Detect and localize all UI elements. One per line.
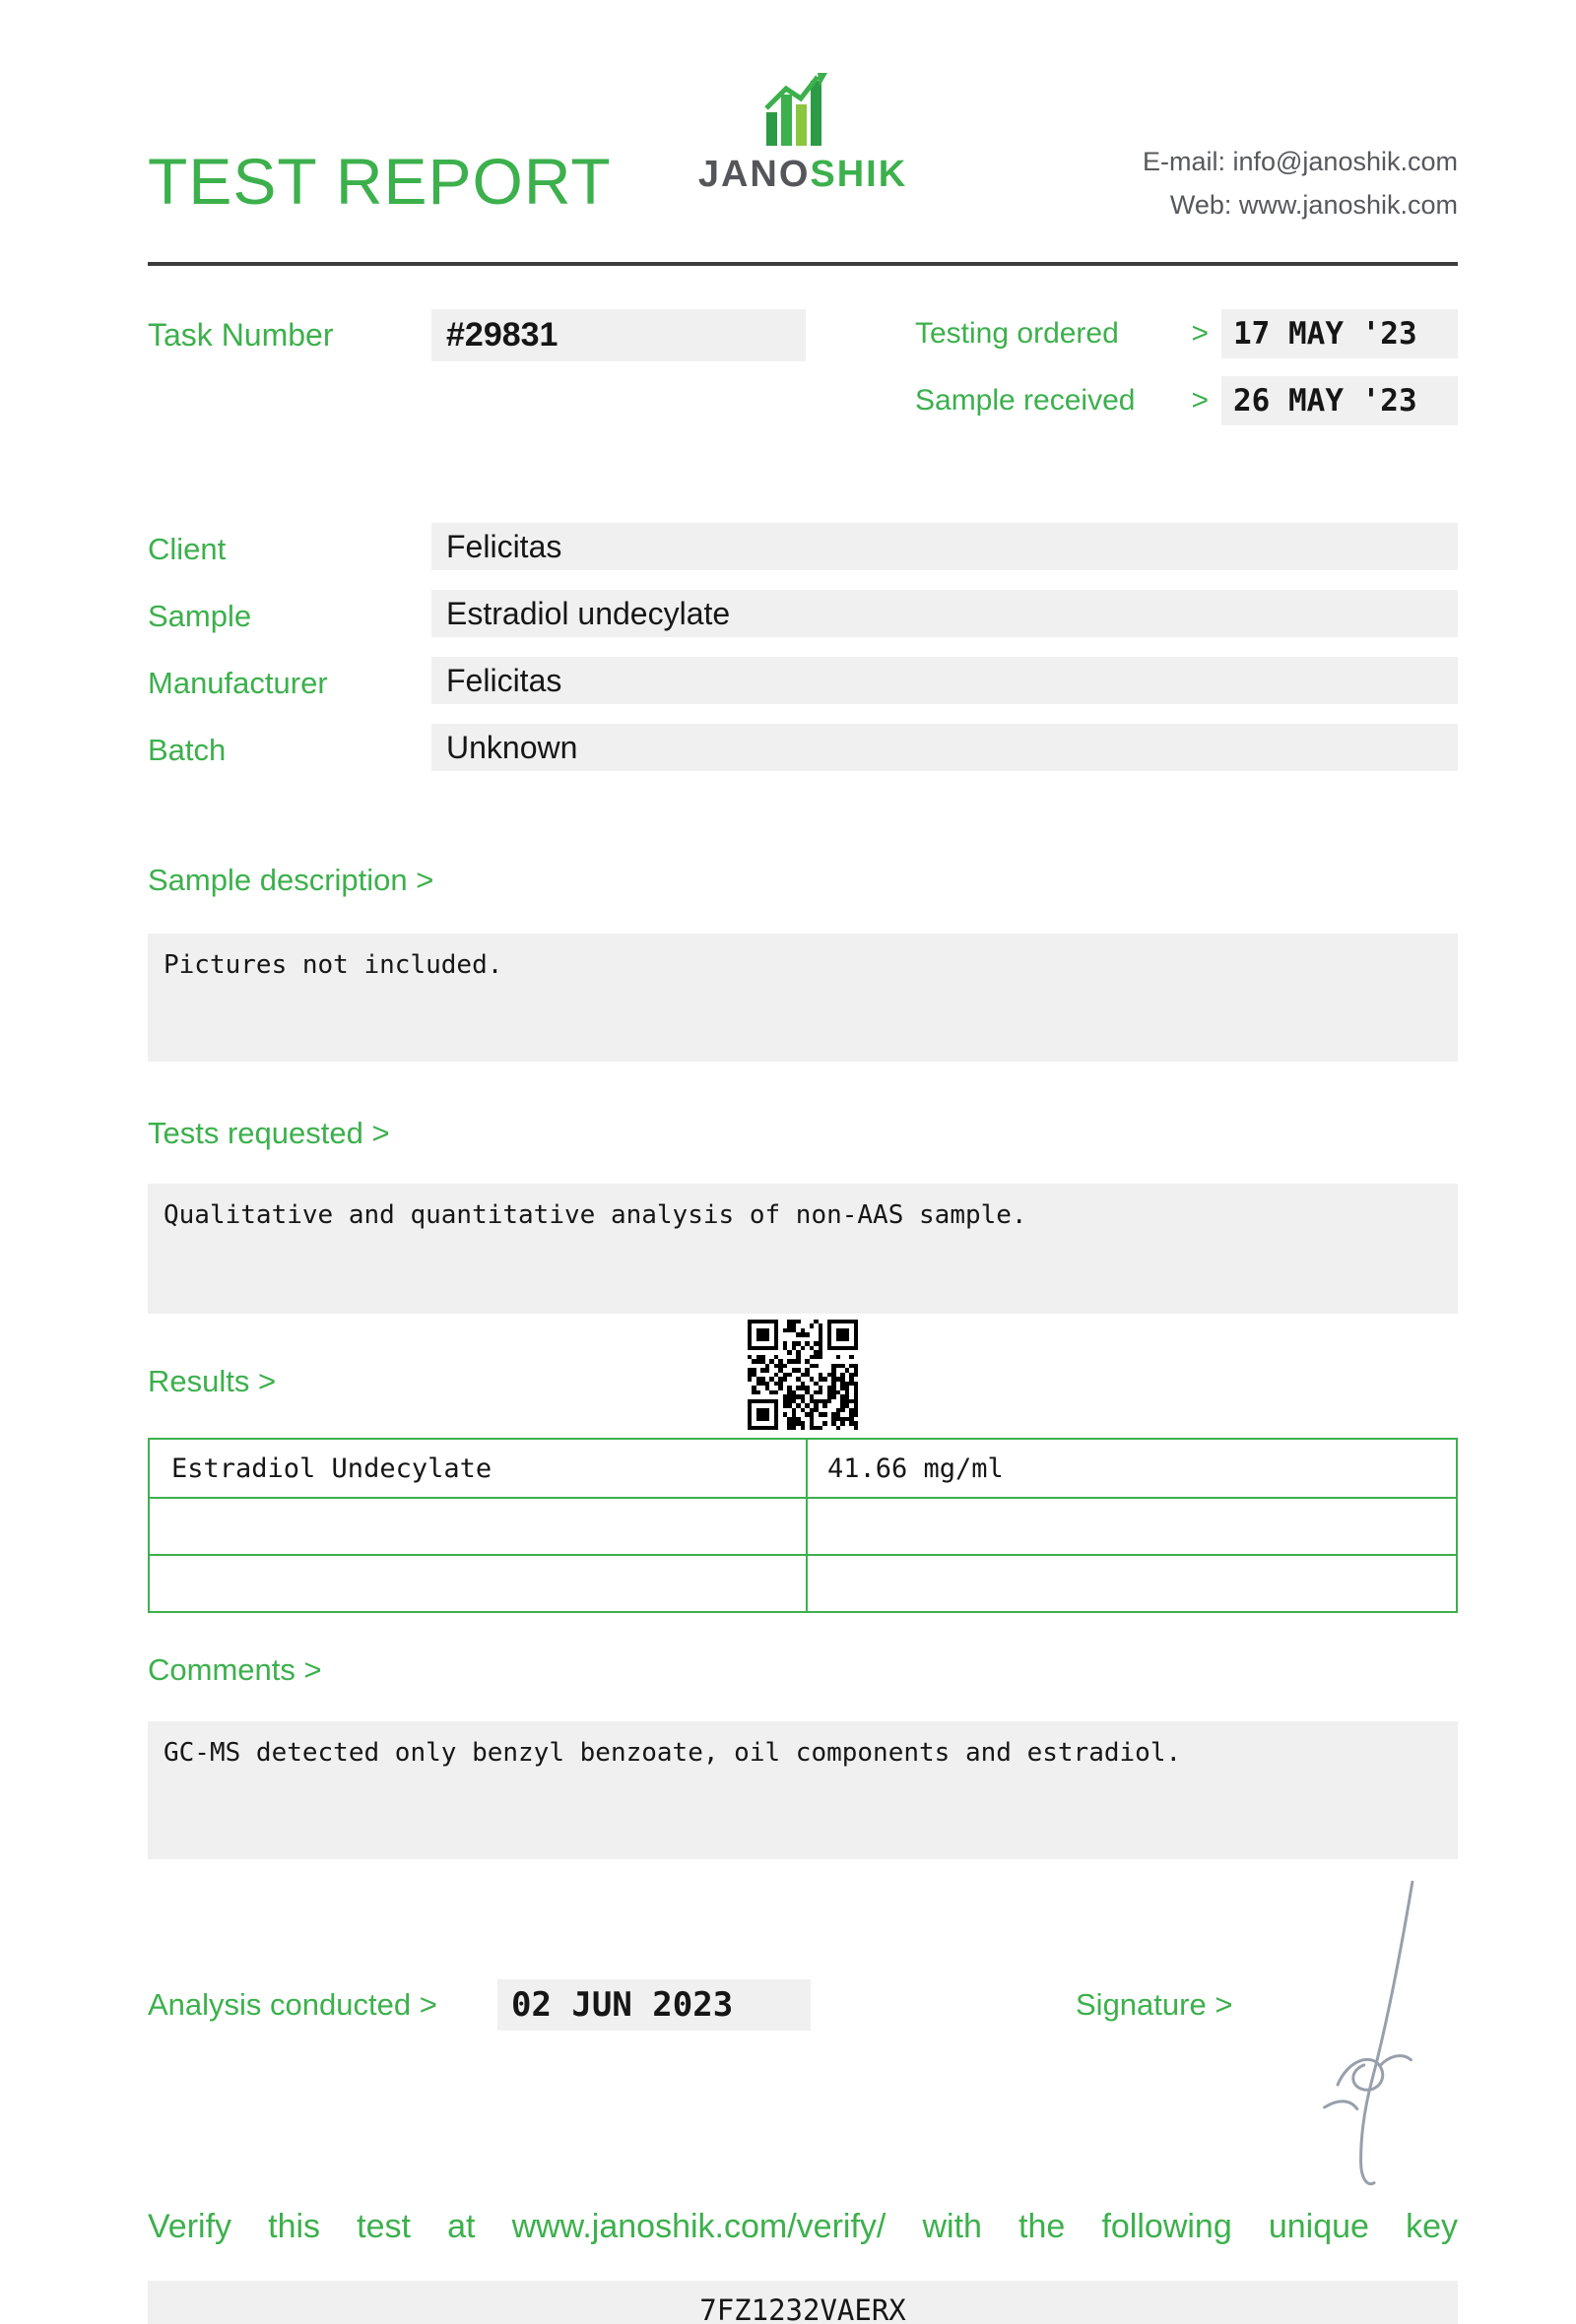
sample-value: Estradiol undecylate [431, 590, 1458, 637]
email-line: E-mail: info@janoshik.com [1142, 147, 1458, 176]
batch-label: Batch [148, 733, 227, 767]
comments-heading: Comments > [148, 1652, 322, 1687]
logo-wordmark [680, 154, 926, 196]
testing-ordered-row [915, 317, 1209, 351]
manufacturer-value: Felicitas [431, 657, 1458, 704]
table-row [150, 1497, 1456, 1554]
sample-received-label: Sample received [915, 384, 1136, 417]
page-title: TEST REPORT [148, 145, 612, 218]
sample-received-row [915, 384, 1209, 418]
table-row [150, 1554, 1456, 1611]
result-name-cell [150, 1499, 808, 1554]
testing-ordered-date: 17 MAY '23 [1221, 309, 1458, 358]
analysis-date: 02 JUN 2023 [497, 1979, 811, 2031]
testing-ordered-label: Testing ordered [915, 317, 1119, 350]
result-value-cell: 41.66 mg/ml [827, 1452, 1004, 1484]
arrow-icon: > [1191, 384, 1209, 417]
sample-description-heading: Sample description > [148, 863, 434, 897]
client-value: Felicitas [431, 523, 1458, 570]
result-value-cell [808, 1556, 1456, 1611]
logo-shik: SHIK [810, 154, 908, 195]
result-name-cell [150, 1556, 808, 1611]
signature-label: Signature > [1076, 1987, 1233, 2022]
header-divider [148, 262, 1458, 266]
verify-instruction: Verify this test at www.janoshik.com/verify/ with the following unique key [148, 2208, 1458, 2245]
task-number-value: #29831 [431, 309, 806, 361]
result-name-cell: Estradiol Undecylate [150, 1440, 808, 1497]
verify-key: 7FZ1232VAERX [148, 2281, 1458, 2324]
table-row [150, 1440, 1456, 1497]
analysis-conducted-label: Analysis conducted > [148, 1987, 437, 2022]
arrow-icon: > [1191, 317, 1209, 350]
logo-jano: JANO [697, 154, 811, 195]
signature-image [1265, 1870, 1465, 2212]
comments-text: GC-MS detected only benzyl benzoate, oil components and estradiol. [148, 1721, 1458, 1859]
janoshik-logo [680, 71, 926, 196]
logo-bars-icon [756, 71, 850, 150]
task-number-label: Task Number [148, 317, 334, 353]
result-value-cell [808, 1499, 1456, 1554]
tests-requested-text: Qualitative and quantitative analysis of non-AAS sample. [148, 1184, 1458, 1314]
client-label: Client [148, 532, 227, 566]
tests-requested-heading: Tests requested > [148, 1116, 390, 1150]
manufacturer-label: Manufacturer [148, 666, 328, 700]
sample-description-text: Pictures not included. [148, 934, 1458, 1062]
qr-code [748, 1320, 858, 1430]
sample-received-date: 26 MAY '23 [1221, 376, 1458, 425]
results-heading: Results > [148, 1364, 277, 1398]
batch-value: Unknown [431, 724, 1458, 771]
contact-info [1143, 140, 1458, 226]
results-table [148, 1438, 1458, 1613]
web-line: Web: www.janoshik.com [1169, 190, 1458, 220]
sample-label: Sample [148, 599, 252, 633]
